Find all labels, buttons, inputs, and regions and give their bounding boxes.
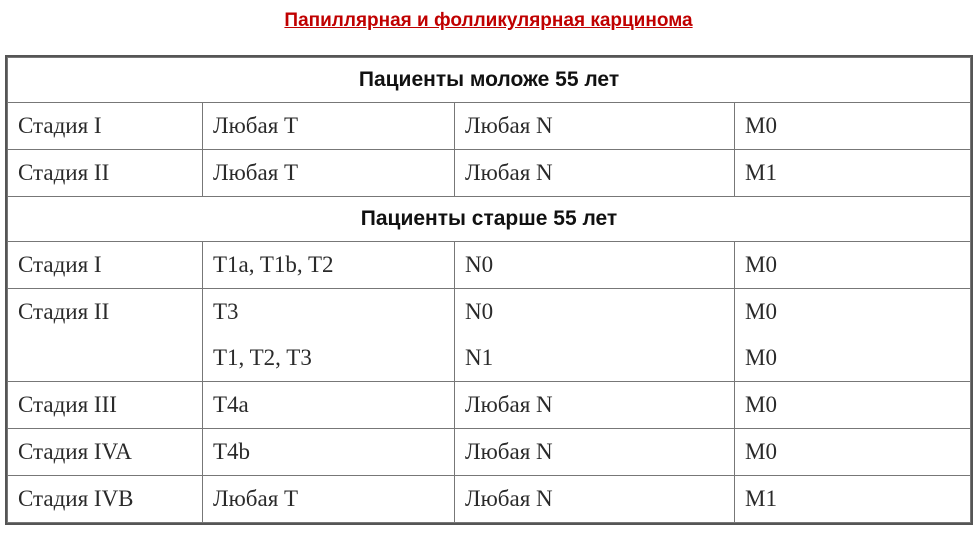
n-cell: Любая N <box>455 382 735 429</box>
t-value: T3 <box>213 299 239 324</box>
section-header-row <box>8 197 971 242</box>
n-cell: Любая N <box>455 476 735 523</box>
stage-cell: Стадия I <box>8 242 203 289</box>
n-cell: Любая N <box>455 150 735 197</box>
t-cell: Любая T <box>203 476 455 523</box>
stage-cell: Стадия IVA <box>8 429 203 476</box>
stage-cell: Стадия I <box>8 103 203 150</box>
table-row <box>8 150 971 197</box>
section-header-row <box>8 58 971 103</box>
section-header: Пациенты старше 55 лет <box>8 197 971 242</box>
page-title: Папиллярная и фолликулярная карцинома <box>284 10 693 31</box>
m-value: M0 <box>745 299 777 324</box>
table-row <box>8 476 971 523</box>
t-cell: Любая T <box>203 103 455 150</box>
stage-cell: Стадия III <box>8 382 203 429</box>
section-header: Пациенты моложе 55 лет <box>8 58 971 103</box>
n-cell <box>455 289 735 382</box>
t-cell: T4a <box>203 382 455 429</box>
n-cell: N0 <box>455 242 735 289</box>
m-value: M0 <box>745 345 777 370</box>
table-row <box>8 429 971 476</box>
n-cell: Любая N <box>455 429 735 476</box>
stage-cell: Стадия IVB <box>8 476 203 523</box>
m-cell: M0 <box>735 382 971 429</box>
staging-table <box>7 57 971 523</box>
t-cell: Любая T <box>203 150 455 197</box>
staging-table-container <box>5 55 973 525</box>
t-cell: T4b <box>203 429 455 476</box>
m-cell <box>735 289 971 382</box>
stage-cell: Стадия II <box>8 150 203 197</box>
table-row <box>8 242 971 289</box>
n-cell: Любая N <box>455 103 735 150</box>
m-cell: M1 <box>735 150 971 197</box>
table-row <box>8 289 971 382</box>
t-cell <box>203 289 455 382</box>
table-row <box>8 103 971 150</box>
m-cell: M0 <box>735 103 971 150</box>
table-row <box>8 382 971 429</box>
m-cell: M0 <box>735 429 971 476</box>
stage-cell: Стадия II <box>8 289 203 382</box>
t-cell: T1a, T1b, T2 <box>203 242 455 289</box>
n-value: N0 <box>465 299 494 324</box>
n-value: N1 <box>465 345 494 370</box>
m-cell: M1 <box>735 476 971 523</box>
m-cell: M0 <box>735 242 971 289</box>
t-value: T1, T2, T3 <box>213 345 312 370</box>
